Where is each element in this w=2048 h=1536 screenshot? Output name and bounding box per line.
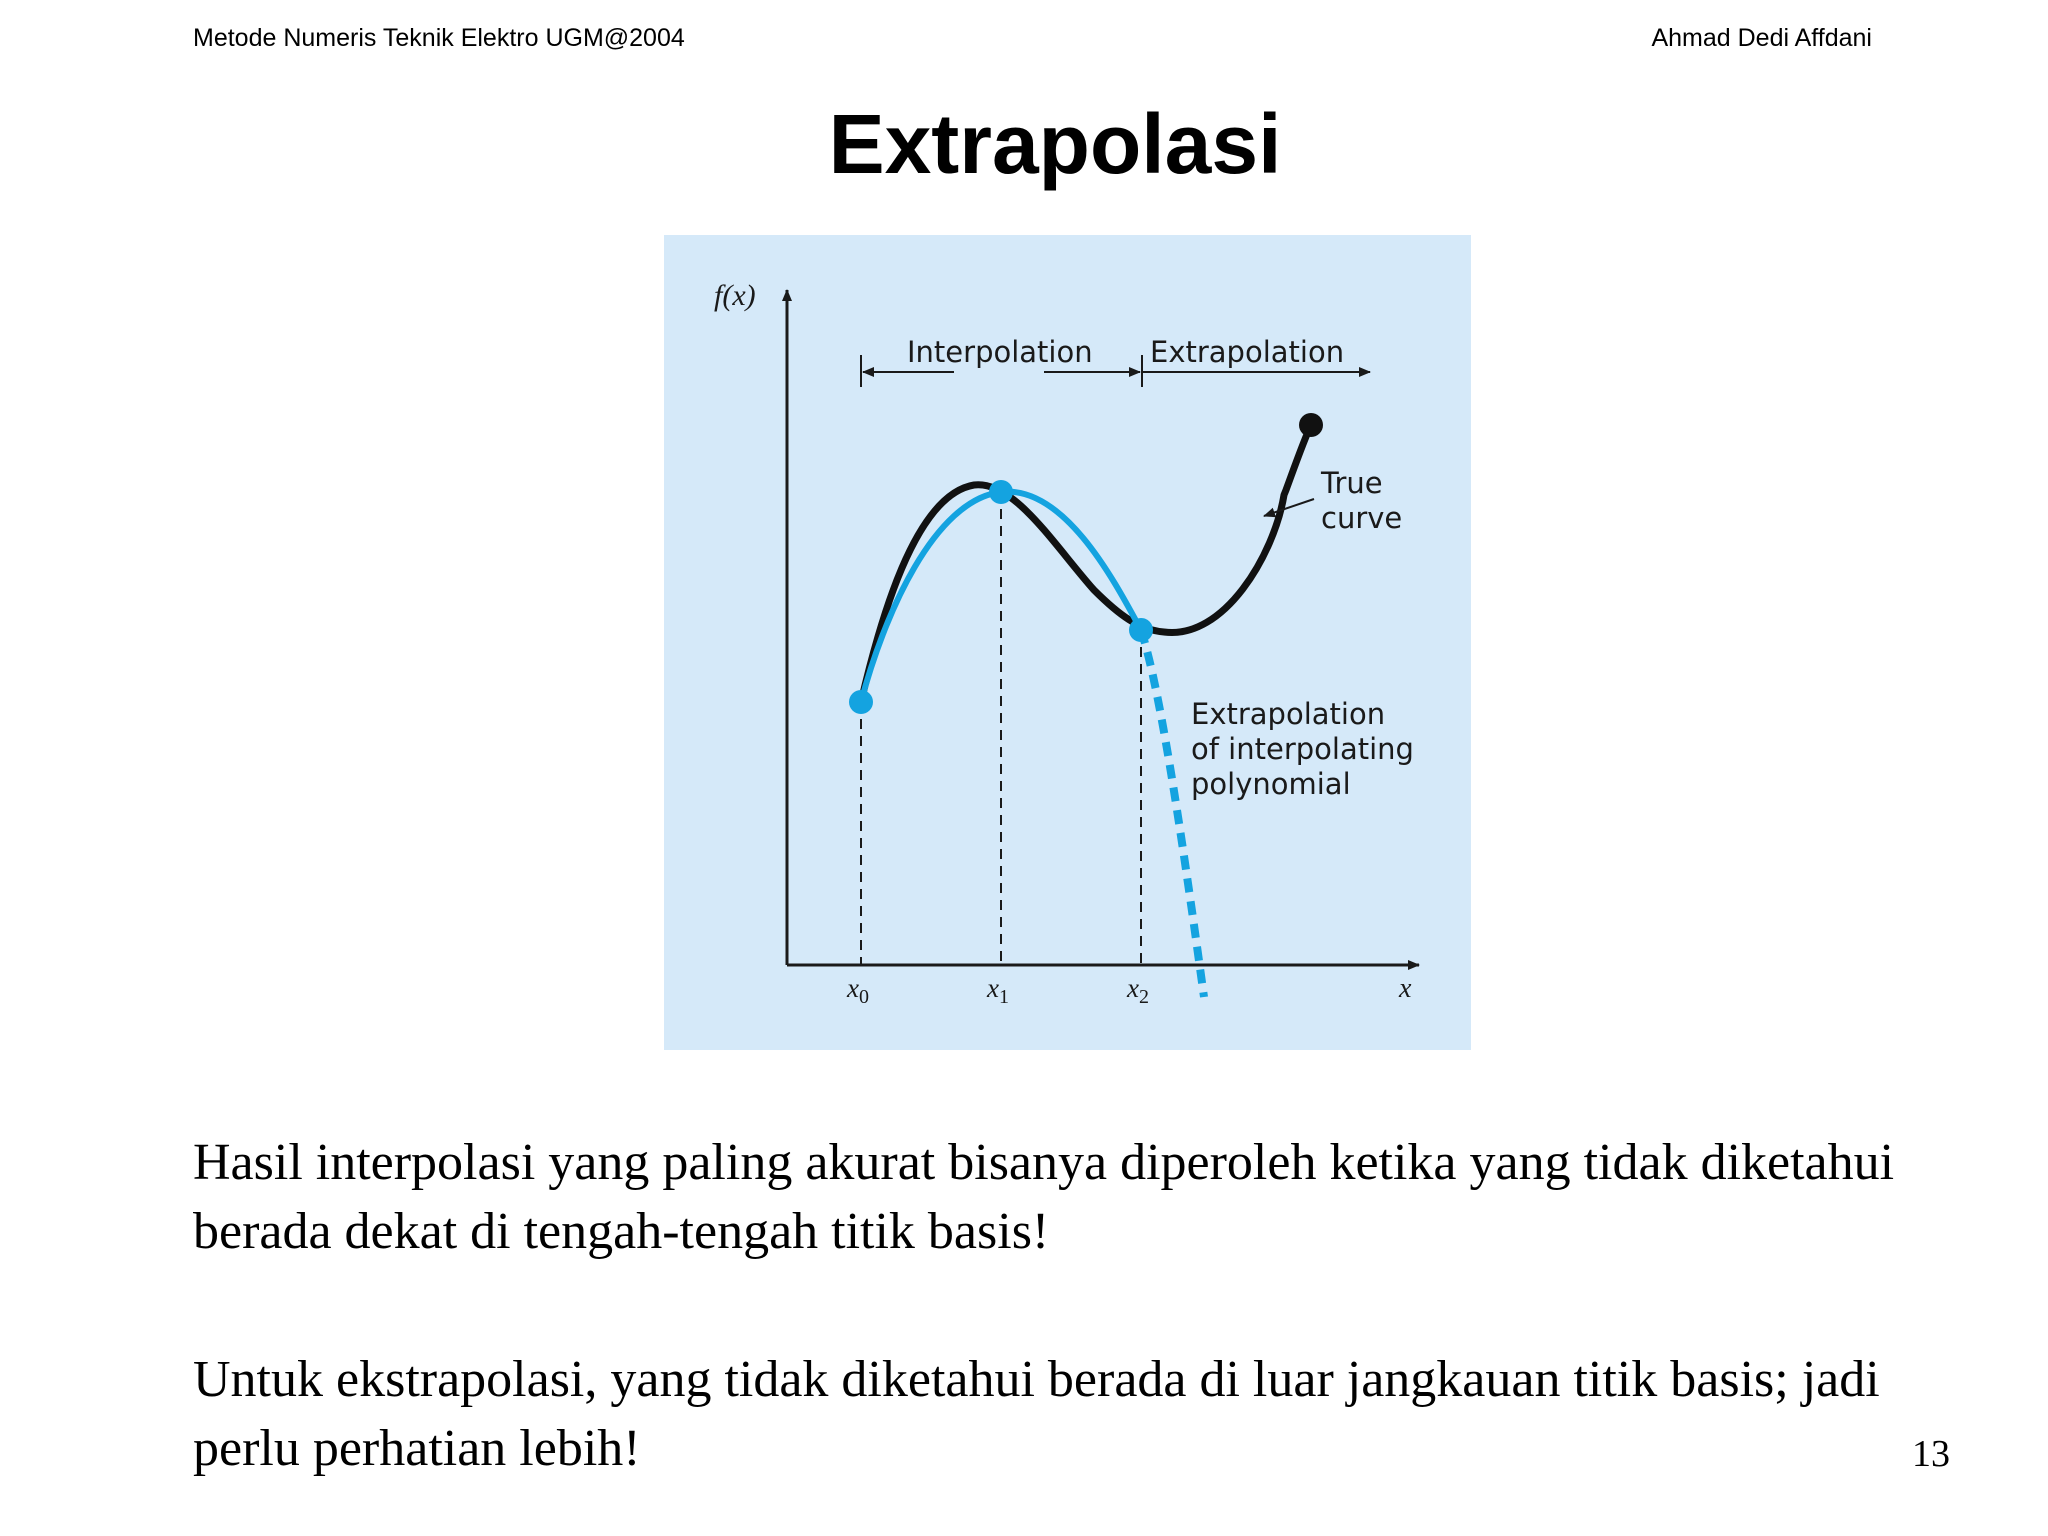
- extrapolation-annotation: [1191, 697, 1423, 801]
- true-curve-label: [1320, 466, 1402, 535]
- figure-canvas: [664, 235, 1471, 1050]
- extrap-annotation-line2: of interpolating: [1191, 732, 1414, 766]
- true-curve-label-line1: True: [1321, 466, 1383, 500]
- true-curve-pointer: [1264, 499, 1314, 516]
- header-course-title: Metode Numeris Teknik Elektro UGM@2004: [193, 24, 685, 52]
- extrap-annotation-line1: Extrapolation: [1191, 697, 1386, 731]
- true-curve-label-line2: curve: [1321, 501, 1403, 535]
- interpolation-label: Interpolation: [907, 335, 1093, 369]
- true-curve-endpoint: [1299, 413, 1323, 437]
- slide-title: Extrapolasi: [828, 97, 1282, 191]
- polynomial-extrapolation: [1141, 630, 1204, 997]
- header-author: Ahmad Dedi Affdani: [1651, 24, 1872, 52]
- tick-x2-subscript: 2: [1138, 986, 1149, 1008]
- page-number: 13: [1912, 1433, 1950, 1475]
- extrapolation-label: Extrapolation: [1150, 335, 1345, 369]
- x-axis-label: x: [1399, 973, 1412, 1004]
- tick-label-x0: $x_0$: [847, 973, 869, 1008]
- data-point-x2: [1129, 618, 1153, 642]
- tick-label-x2: $x_2$: [1127, 973, 1149, 1008]
- extrap-annotation-line3: polynomial: [1191, 767, 1351, 801]
- data-point-x0: [849, 690, 873, 714]
- tick-label-x1: $x_1$: [987, 973, 1009, 1008]
- data-point-x1: [989, 480, 1013, 504]
- true-curve: [861, 425, 1311, 702]
- tick-x1-subscript: 1: [998, 986, 1009, 1008]
- interpolation-figure: [664, 235, 1471, 1050]
- paragraph-interpolation-accuracy: Hasil interpolasi yang paling akurat bisanya diperoleh ketika yang tidak diketahui berada dekat di tengah-tengah titik basis!: [193, 1134, 1895, 1260]
- y-axis-label: f(x): [714, 279, 756, 312]
- paragraph-extrapolation-caution: Untuk ekstrapolasi, yang tidak diketahui berada di luar jangkauan titik basis; jadi perlu perhatian lebih!: [193, 1351, 1880, 1477]
- tick-x0-subscript: 0: [858, 986, 869, 1008]
